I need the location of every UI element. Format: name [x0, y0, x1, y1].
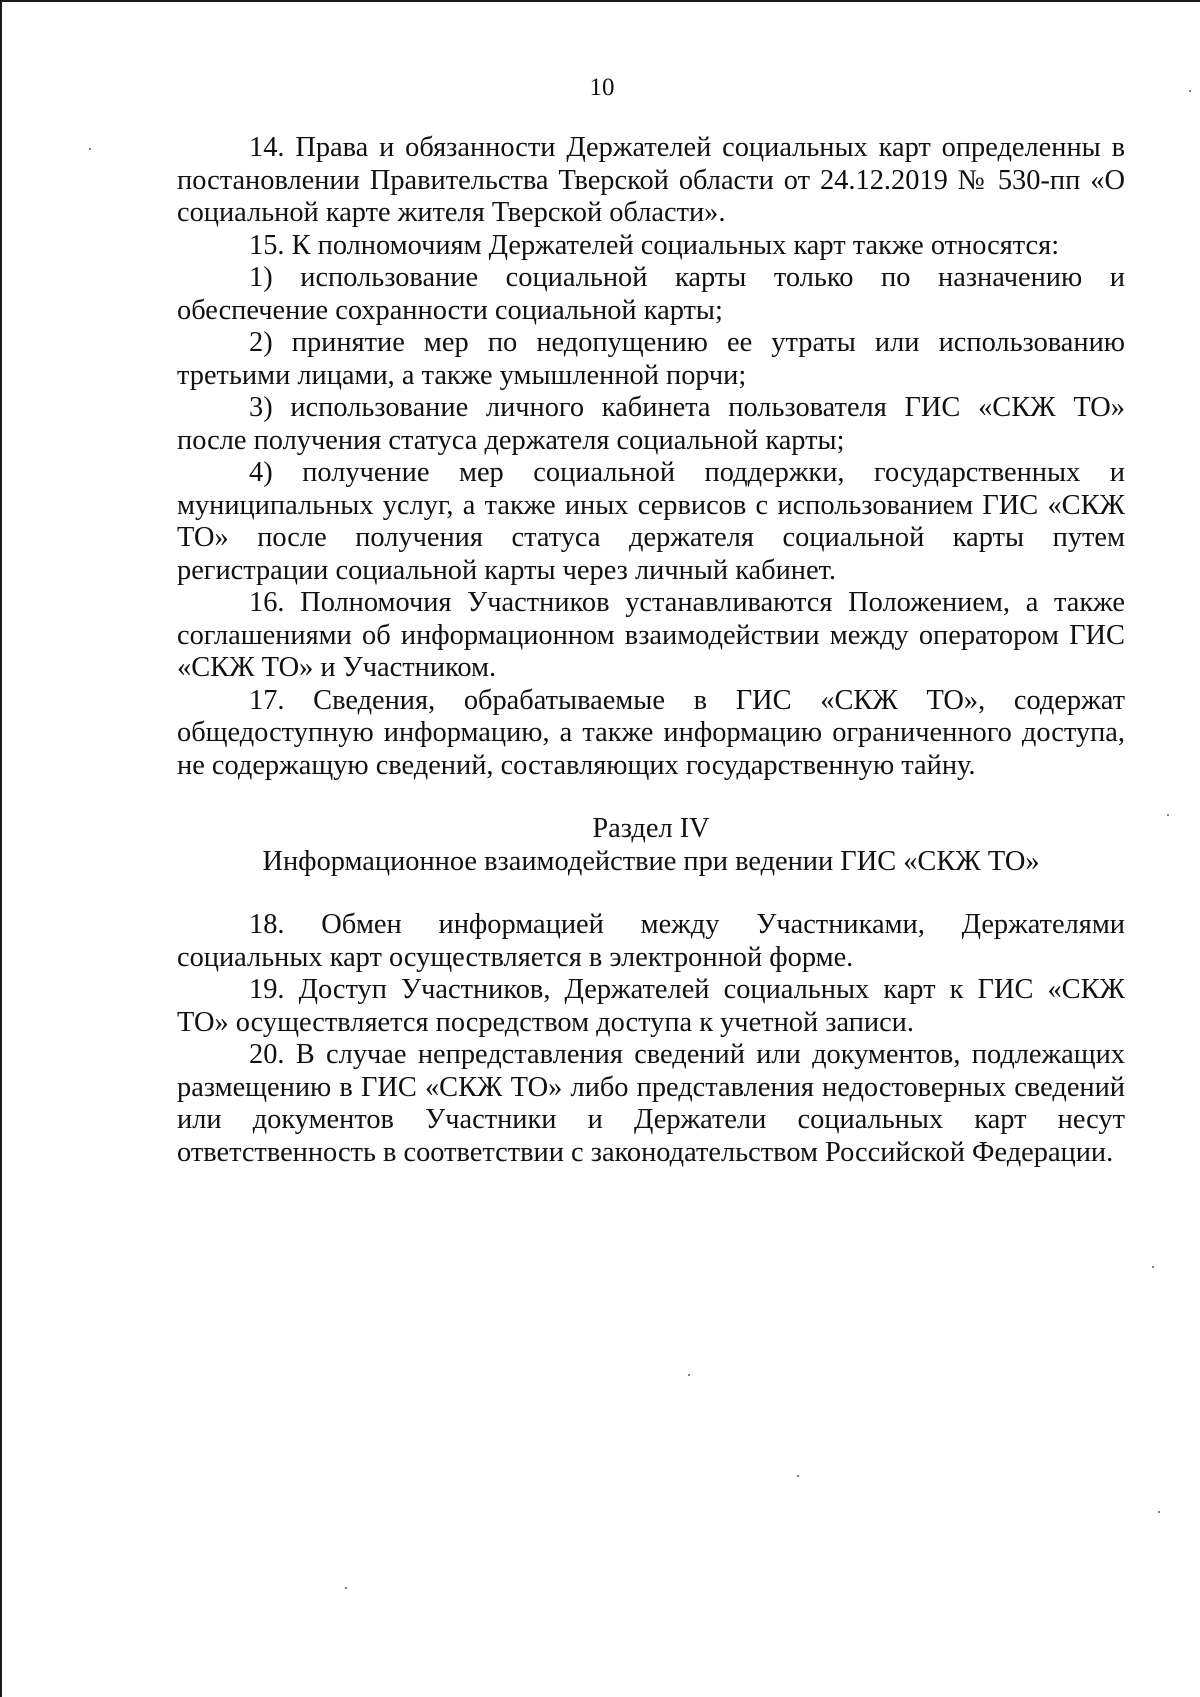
- document-body: [177, 132, 1125, 1169]
- paragraph-16: 16. Полномочия Участников устанавливаются Положением, а также соглашениями об информационном взаимодействии между оператором ГИС «СКЖ ТО» и Участником.: [177, 587, 1125, 683]
- scan-speck: [1189, 90, 1191, 92]
- scan-speck: [89, 148, 91, 150]
- list-item-1: 1) использование социальной карты только по назначению и обеспечение сохранности социальной карты;: [177, 262, 1125, 326]
- scan-speck: [1158, 1511, 1160, 1513]
- page-number: 10: [589, 74, 615, 101]
- list-item-4: 4) получение мер социальной поддержки, государственных и муниципальных услуг, а также иных сервисов с использованием ГИС «СКЖ ТО» после получения статуса держателя социальной карты путем регистрации социальной карты через личный кабинет.: [177, 457, 1125, 586]
- scan-speck: [1152, 1266, 1154, 1268]
- paragraph-15: 15. К полномочиям Держателей социальных карт также относятся:: [249, 229, 1060, 261]
- scan-speck: [797, 1475, 799, 1477]
- list-item-2: 2) принятие мер по недопущению ее утраты или использованию третьими лицами, а также умышленной порчи;: [177, 327, 1125, 391]
- paragraph-17: 17. Сведения, обрабатываемые в ГИС «СКЖ ТО», содержат общедоступную информацию, а также информацию ограниченного доступа, не содержащую сведений, составляющих государственную тайну.: [177, 684, 1125, 781]
- paragraph-14: 14. Права и обязанности Держателей социальных карт определенны в постановлении Правительства Тверской области от 24.12.2019 № 530-пп «О социальной карте жителя Тверской области».: [177, 132, 1125, 228]
- section-heading: [177, 813, 1125, 878]
- paragraph-18: 18. Обмен информацией между Участниками, Держателями социальных карт осуществляется в электронной форме.: [177, 909, 1125, 973]
- section-label: Раздел IV: [592, 813, 710, 844]
- scan-speck: [688, 1374, 690, 1376]
- section-title: Информационное взаимодействие при ведении ГИС «СКЖ ТО»: [262, 845, 1040, 877]
- paragraph-20: 20. В случае непредставления сведений или документов, подлежащих размещению в ГИС «СКЖ ТО» либо представления недостоверных сведений или документов Участники и Держатели социальных карт несут ответственность в соответствии с законодательством Российской Федерации.: [177, 1039, 1125, 1168]
- scan-speck: [345, 1587, 347, 1589]
- paragraph-19: 19. Доступ Участников, Держателей социальных карт к ГИС «СКЖ ТО» осуществляется посредством доступа к учетной записи.: [177, 974, 1125, 1038]
- list-item-3: 3) использование личного кабинета пользователя ГИС «СКЖ ТО» после получения статуса держателя социальной карты;: [177, 392, 1125, 456]
- scan-speck: [1167, 814, 1169, 816]
